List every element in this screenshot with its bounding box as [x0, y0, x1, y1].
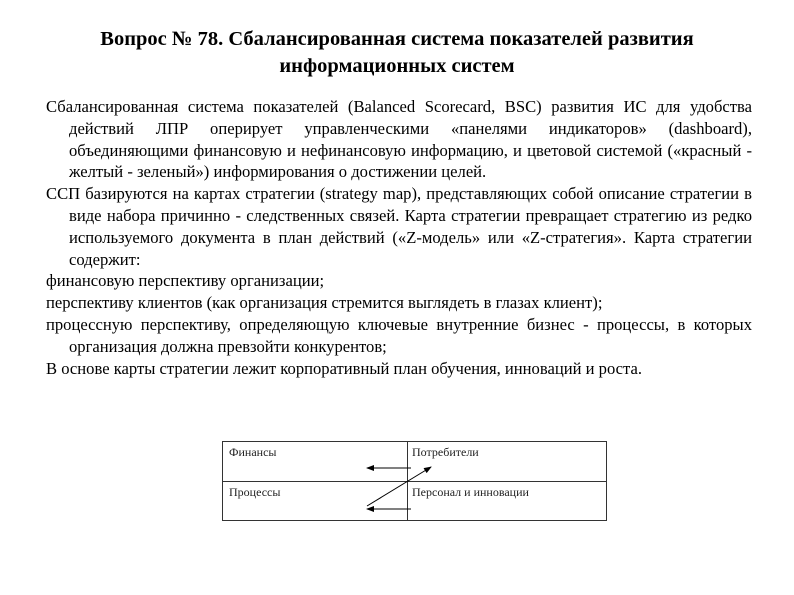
strategy-map-diagram [222, 441, 607, 521]
body-text [46, 96, 752, 379]
arrow-diagonal [367, 467, 431, 506]
cell-finance: Финансы [229, 445, 277, 459]
arrows [223, 442, 608, 522]
cell-customers: Потребители [412, 445, 479, 459]
list-item: перспективу клиентов (как организация стремится выглядеть в глазах клиент); [46, 293, 603, 313]
page-title: Вопрос № 78. Сбалансированная система показателей развития информационных систем [100, 28, 694, 77]
paragraph: В основе карты стратегии лежит корпоративный план обучения, инноваций и роста. [46, 358, 642, 378]
paragraph: ССП базируются на картах стратегии (strategy map), представляющих собой описание стратегии в виде набора причинно - следственных связей. Карта стратегии превращает стратегию из редко используемого документа в план действий («Z-модель» или «Z-стратегия». Карта стратегии содержит: [46, 184, 752, 269]
cell-learning-growth: Персонал и инновации [412, 485, 529, 499]
list-item: процессную перспективу, определяющую ключевые внутренние бизнес - процессы, в которых организация должна превзойти конкурентов; [46, 314, 752, 356]
paragraph: Сбалансированная система показателей (Balanced Scorecard, BSC) развития ИС для удобства действий ЛПР оперирует управленческими «панелями индикаторов» (dashboard), объединяющими финансовую и нефинансовую информацию, и цветовой системой («красный - желтый - зеленый») информирования о достижении целей. [46, 97, 752, 182]
cell-processes: Процессы [229, 485, 281, 499]
list-item: финансовую перспективу организации; [46, 271, 325, 291]
